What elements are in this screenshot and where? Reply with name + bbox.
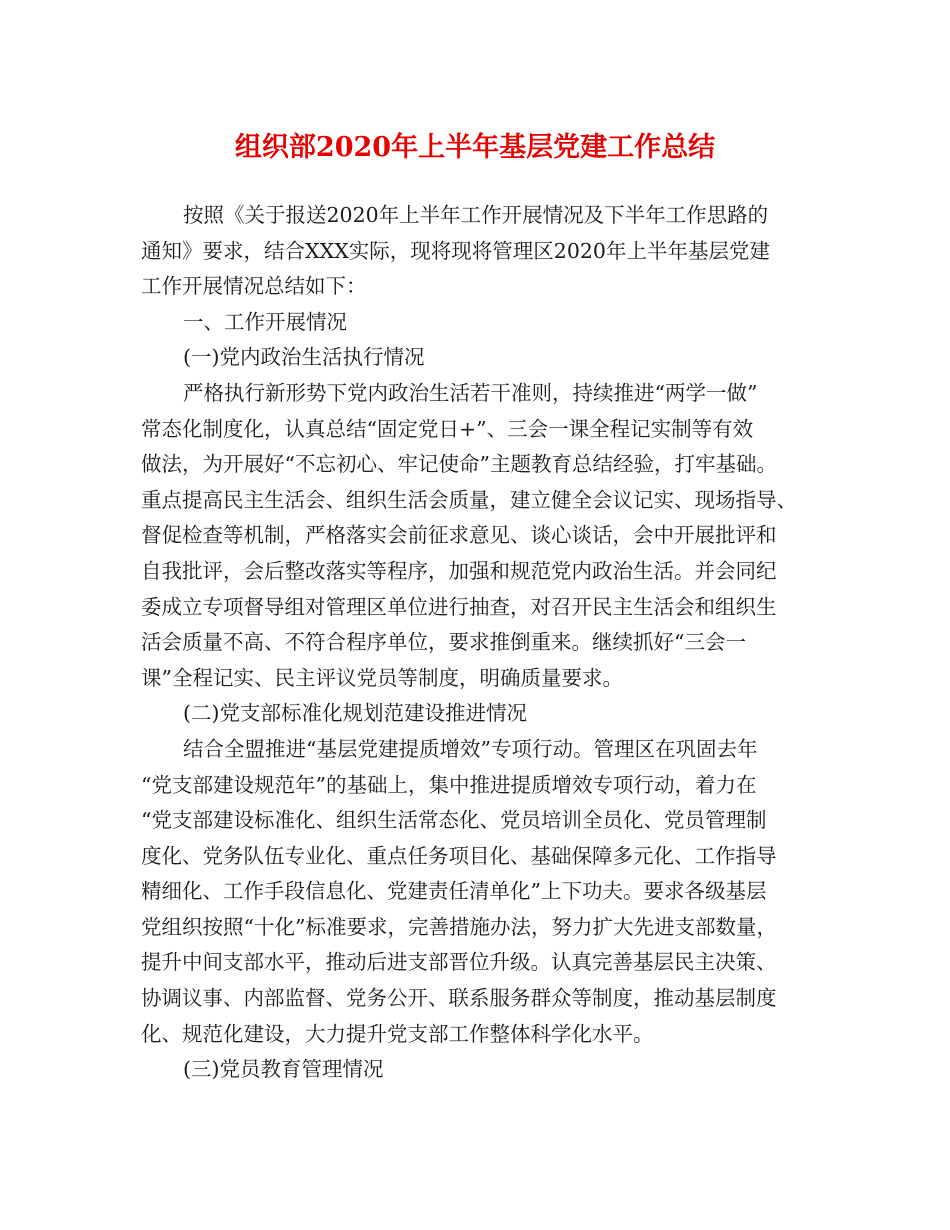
body-text-line: 常态化制度化，认真总结“固定党日+”、三会一课全程记实制等有效 — [141, 416, 754, 441]
body-text-line: 委成立专项督导组对管理区单位进行抽查，对召开民主生活会和组织生 — [141, 594, 777, 619]
body-text-line: 督促检查等机制，严格落实会前征求意见、谈心谈话，会中开展批评和 — [141, 523, 777, 548]
body-text-line: 按照《关于报送2020年上半年工作开展情况及下半年工作思路的 — [183, 203, 769, 227]
body-text-line: 严格执行新形势下党内政治生活若干准则，持续推进“两学一做” — [183, 380, 758, 405]
body-text-line: 做法，为开展好“不忘初心、牢记使命”主题教育总结经验，打牢基础。 — [141, 452, 777, 477]
body-text-line: 通知》要求，结合XXX实际，现将现将管理区2020年上半年基层党建 — [141, 238, 770, 263]
body-text-line: 提升中间支部水平，推动后进支部晋位升级。认真完善基层民主决策、 — [141, 950, 777, 975]
document-title: 组织部2020年上半年基层党建工作总结 — [234, 132, 716, 163]
body-text-line: “党支部建设规范年”的基础上，集中推进提质增效专项行动，着力在 — [141, 772, 757, 797]
body-text-line: 协调议事、内部监督、党务公开、联系服务群众等制度，推动基层制度 — [141, 986, 777, 1011]
body-text-line: (二)党支部标准化规划范建设推进情况 — [183, 701, 527, 726]
body-text-line: 课”全程记实、民主评议党员等制度，明确质量要求。 — [141, 665, 623, 690]
body-text-line: 重点提高民主生活会、组织生活会质量，建立健全会议记实、现场指导、 — [141, 487, 797, 512]
body-text-line: 活会质量不高、不符合程序单位，要求推倒重来。继续抓好“三会一 — [141, 630, 746, 655]
body-text-line: (三)党员教育管理情况 — [183, 1057, 384, 1082]
body-text-line: (一)党内政治生活执行情况 — [183, 345, 425, 370]
body-text-line: 一、工作开展情况 — [183, 309, 347, 334]
document-body — [141, 198, 831, 1088]
body-text-line: 度化、党务队伍专业化、重点任务项目化、基础保障多元化、工作指导 — [141, 843, 777, 868]
body-text-line: 结合全盟推进“基层党建提质增效”专项行动。管理区在巩固去年 — [183, 736, 758, 761]
body-text-line: 精细化、工作手段信息化、党建责任清单化”上下功夫。要求各级基层 — [141, 879, 767, 904]
body-text-line: “党支部建设标准化、组织生活常态化、党员培训全员化、党员管理制 — [141, 808, 767, 833]
body-text-line: 工作开展情况总结如下： — [141, 274, 367, 299]
body-text-line: 党组织按照“十化”标准要求，完善措施办法，努力扩大先进支部数量， — [141, 914, 777, 939]
body-text-line: 化、规范化建设，大力提升党支部工作整体科学化水平。 — [141, 1021, 654, 1046]
body-text-line: 自我批评，会后整改落实等程序，加强和规范党内政治生活。并会同纪 — [141, 558, 777, 583]
